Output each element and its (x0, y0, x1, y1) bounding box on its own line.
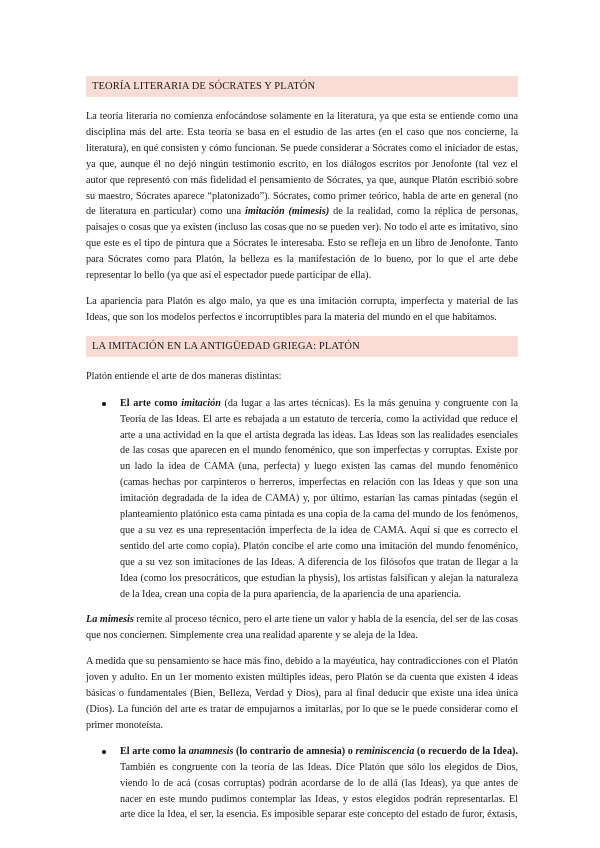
paragraph-text: remite al proceso técnico, pero el arte tiene un valor y habla de la esencia, del ser de las cosas que nos conciernen. Simplemente crea una realidad aparente y se aleja de la Idea. (86, 614, 518, 642)
term-anamnesis: anamnesis (188, 745, 234, 757)
paragraph-text: La teoría literaria no comienza enfocándose solamente en la literatura, ya que esta se entiende como una disciplina más del arte. Esta teoría se basa en el estudio de las artes (en el caso que nos concierne, la literatura), en qué consisten y cómo funcionan. Se puede considerar a Sócrates como el iniciador de estas, ya que, aunque él no dejó ningún testimonio escrito, en los diálogos escritos por Jenofonte (tal vez el autor que representó con más fidelidad el pensamiento de Sócrates, ya que, aunque Platón escribió sobre su maestro, Sócrates aparece “platonizado”). Sócrates, como primer teórico, habla de arte en general (no de literatura en particular) como una (86, 111, 518, 218)
bullet-lead-text: (o recuerdo de la Idea). (414, 745, 518, 757)
intro-two-ways: Platón entiende el arte de dos maneras distintas: (86, 370, 282, 382)
term-la-mimesis: La mimesis (86, 614, 134, 626)
bullet-lead (120, 398, 221, 409)
paragraph-apariencia: La apariencia para Platón es algo malo, ya que es una imitación corrupta, imperfecta y material de las Ideas, que son los modelos perfectos e incorruptibles para la materia del mundo en el que habitamos. (86, 295, 518, 323)
bullet-lead-text: El arte como (120, 397, 182, 409)
bullet-lead-text: El arte como la (120, 745, 189, 757)
bullet-list-imitacion (86, 396, 518, 603)
section-heading-socrates-platon: TEORÍA LITERARIA DE SÓCRATES Y PLATÓN (86, 76, 518, 97)
bullet-text: También es congruente con la teoría de las Ideas. Dice Platón que sólo los elegidos de Dios, viendo lo de acá (cosas corruptas) podrán acordarse de lo de allá (las Ideas), ya que antes de nacer en este mundo pudimos contemplar las Ideas, y estos elegidos podrán representarlas. El arte dice la Idea, el ser, la esencia. Es imposible separar este concepto del estado de furor, éxtasis, (120, 761, 518, 821)
paragraph-mimesis (86, 612, 518, 644)
bullet-lead (120, 746, 518, 757)
term-imitacion: imitación (181, 397, 221, 409)
paragraph-text: de la realidad, como la réplica de personas, paisajes o cosas que ya existen (incluso las cosas que no se pueden ver). No todo el arte es imitativo, sino que este es el tipo de pintura que a Sócrates le interesaba. Esto se refleja en un libro de Jenofonte. Tanto para Sócrates como para Platón, la belleza es la manifestación de lo bueno, por lo que el arte debe representar lo bello (ya que así el espectador puede participar de ella). (86, 206, 519, 282)
paragraph-teoria-literaria (86, 109, 518, 284)
term-imitacion-mimesis: imitación (mimesis) (244, 206, 330, 218)
bullet-lead-text: (lo contrario de amnesia) o (233, 745, 356, 757)
list-item (120, 396, 518, 603)
term-reminiscencia: reminiscencia (355, 745, 415, 757)
bullet-list-anamnesis (86, 744, 518, 824)
list-item (120, 744, 518, 824)
paragraph-pensamiento-platon: A medida que su pensamiento se hace más fino, debido a la mayéutica, hay contradicciones con el Platón joven y adulto. En un 1er momento existen múltiples ideas, pero Platón se da cuenta que existen 4 ideas básicas o fundamentales (Bien, Belleza, Verdad y Dios), para al final deducir que existe una idea única (Dios). La función del arte es tratar de empujarnos a imitarlas, por lo que se le puede considerar como el primer monoteísta. (86, 656, 518, 731)
bullet-icon (102, 402, 106, 406)
bullet-text: (da lugar a las artes técnicas). Es la más genuina y congruente con la Teoría de las Ideas. El arte es rebajada a un estatuto de tercería, como la actividad que reduce el arte a una actividad en la que el artista degrada las ideas. Las Ideas son las realidades esenciales de las cosas que aparecen en el mundo fenoménico, que son imperfectas y corruptas. Existe por un lado la idea de CAMA (una, perfecta) y luego existen las camas del mundo fenoménico (camas hechas por carpinteros o herreros, imperfectas en relación con las Ideas y que son una imitación degradada de la idea de CAMA) y, por último, estarían las camas pintadas (según el planteamiento platónico esta cama pintada es una copia de la cama del mundo de los fenómenos, que a su vez es una representación imperfecta de la idea de CAMA. Aquí sí que es correcto el sentido del arte como copia). Platón concibe el arte como una imitación del mundo fenoménico, que a su vez son imitaciones de las Ideas. A diferencia de los filósofos que tratan de llegar a la Idea (como los presocráticos, que estudian la physis), los artistas falsifican y alejan la naturaleza de la Idea, crean una copia de la pura apariencia, de la apariencia de una apariencia. (120, 397, 518, 600)
bullet-icon (102, 750, 106, 754)
section-heading-imitacion-antiguedad: LA IMITACIÓN EN LA ANTIGÜEDAD GRIEGA: PLATÓN (86, 336, 518, 357)
